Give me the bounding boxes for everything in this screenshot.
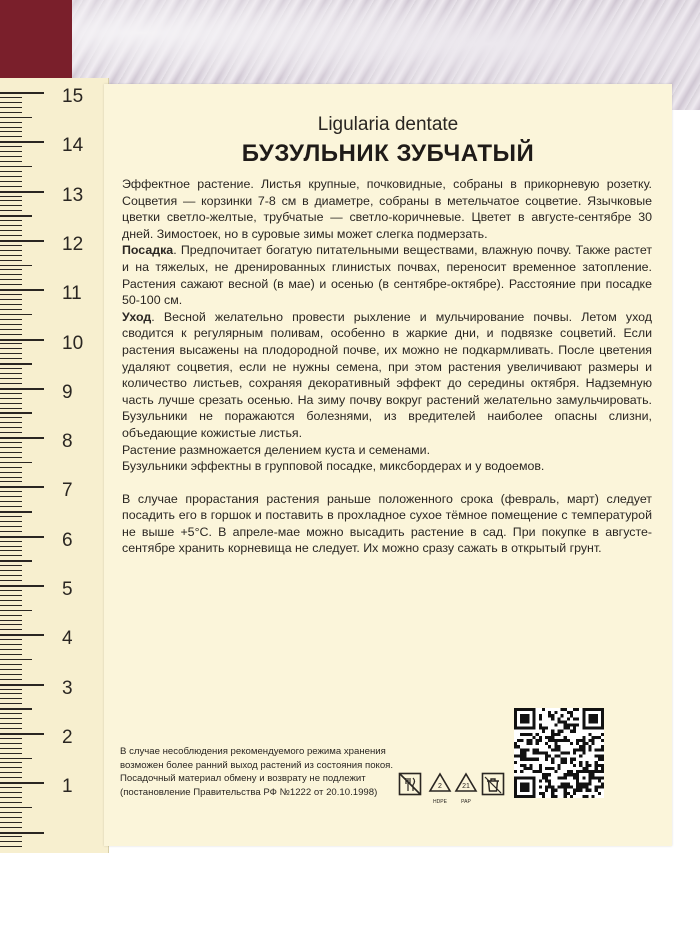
ruler-tick [0, 112, 22, 113]
ruler-tick [0, 334, 22, 335]
ruler-tick [0, 294, 22, 295]
ruler-tick [0, 832, 44, 834]
ruler-tick [0, 467, 22, 468]
ruler-tick [0, 772, 22, 773]
ruler-tick [0, 511, 32, 513]
ruler-tick [0, 792, 22, 793]
ruler-tick [0, 748, 22, 749]
ruler-tick [0, 674, 22, 675]
ruler-tick [0, 92, 44, 94]
ruler-tick [0, 575, 22, 576]
ruler-tick [0, 368, 22, 369]
storage-notice [120, 745, 420, 799]
ruler-tick [0, 348, 22, 349]
ruler-tick [0, 521, 22, 522]
ruler-number: 11 [62, 283, 82, 305]
ruler-tick [0, 555, 22, 556]
ruler-tick [0, 358, 22, 359]
ruler-number: 14 [62, 135, 84, 157]
ruler-number: 3 [62, 677, 73, 699]
dispose-in-bin-icon [481, 772, 505, 801]
ruler-tick [0, 836, 22, 837]
ruler-number: 2 [62, 726, 73, 748]
ruler-tick [0, 762, 22, 763]
ruler-tick [0, 698, 22, 699]
ruler-tick [0, 679, 22, 680]
ruler-tick [0, 624, 22, 625]
ruler-tick [0, 841, 22, 842]
ruler-number: 12 [62, 233, 84, 255]
ruler-tick [0, 817, 22, 818]
ruler-tick [0, 590, 22, 591]
ruler-tick [0, 580, 22, 581]
ruler-tick [0, 718, 22, 719]
ruler-tick [0, 595, 22, 596]
hdpe-label: HDPE [433, 799, 447, 805]
ruler-tick [0, 314, 32, 316]
ruler-tick [0, 274, 22, 275]
ruler-tick [0, 620, 22, 621]
ruler-tick [0, 644, 22, 645]
ruler-tick [0, 309, 22, 310]
ruler-tick [0, 481, 22, 482]
ruler-tick [0, 289, 44, 291]
ruler-tick [0, 279, 22, 280]
ruler-tick [0, 767, 22, 768]
ruler-tick [0, 526, 22, 527]
ruler-tick [0, 102, 22, 103]
ruler-tick [0, 536, 44, 538]
ruler-tick [0, 353, 22, 354]
card-body [122, 176, 652, 557]
ruler-tick [0, 565, 22, 566]
ruler-tick [0, 166, 32, 168]
ruler-tick [0, 812, 22, 813]
ruler-tick [0, 782, 44, 784]
pap-label: PAP [461, 799, 471, 805]
ruler-tick [0, 491, 22, 492]
ruler-tick [0, 827, 22, 828]
ruler-tick [0, 412, 32, 414]
ruler-tick [0, 215, 32, 217]
ruler-tick [0, 417, 22, 418]
ruler-tick [0, 684, 44, 686]
ruler-tick [0, 210, 22, 211]
ruler-tick [0, 546, 22, 547]
ruler-tick [0, 127, 22, 128]
ruler-tick [0, 531, 22, 532]
care-paragraph [122, 309, 652, 442]
ruler-tick [0, 269, 22, 270]
ruler-tick [0, 797, 22, 798]
ruler-tick [0, 753, 22, 754]
ruler-tick [0, 432, 22, 433]
ruler-tick [0, 156, 22, 157]
ruler-tick [0, 363, 32, 365]
ruler-number: 8 [62, 431, 73, 453]
storage-paragraph: В случае прорастания растения раньше положенного срока (февраль, март) следует посадить его в горшок и поставить в прохладное сухое тёмное помещение с температурой не выше +5°С. В апреле-мае можно высадить растение в сад. При покупке в августе-сентябре хранить корневища не следует. Их можно сразу сажать в открытый грунт. [122, 491, 652, 556]
ruler-tick [0, 422, 22, 423]
ruler-tick [0, 802, 22, 803]
ruler [0, 78, 109, 853]
ruler-tick [0, 250, 22, 251]
care-label: Уход [122, 309, 152, 324]
ruler-tick [0, 738, 22, 739]
page-title: БУЗУЛЬНИК ЗУБЧАТЫЙ [241, 140, 535, 167]
ruler-tick [0, 570, 22, 571]
ruler-tick [0, 669, 22, 670]
ruler-tick [0, 777, 22, 778]
ruler-tick [0, 393, 22, 394]
ruler-number: 10 [62, 332, 84, 354]
ruler-tick [0, 383, 22, 384]
planting-label: Посадка [122, 243, 174, 258]
ruler-tick [0, 472, 22, 473]
ruler-number: 4 [62, 628, 73, 650]
ruler-number: 1 [62, 776, 73, 798]
ruler-tick [0, 141, 44, 143]
ruler-tick [0, 457, 22, 458]
latin-name: Ligularia dentate [317, 114, 459, 135]
qr-code [514, 708, 604, 798]
notice-line: возможен более ранний выход растений из состояния покоя. [120, 759, 394, 771]
ruler-tick [0, 339, 44, 341]
no-food-icon [398, 772, 422, 801]
ruler-tick [0, 304, 22, 305]
ruler-tick [0, 550, 22, 551]
propagation-paragraph: Растение размножается делением куста и семенами. [122, 442, 431, 457]
ruler-tick [0, 807, 32, 809]
ruler-tick [0, 388, 44, 390]
ruler-tick [0, 378, 22, 379]
ruler-tick [0, 171, 22, 172]
ruler-tick [0, 343, 22, 344]
ruler-tick [0, 600, 22, 601]
ruler-tick [0, 629, 22, 630]
pap-recycle-icon [454, 772, 478, 805]
ruler-tick [0, 516, 22, 517]
ruler-tick [0, 501, 22, 502]
ruler-tick [0, 235, 22, 236]
ruler-tick [0, 255, 22, 256]
ruler-tick [0, 610, 32, 612]
ruler-number: 13 [62, 184, 84, 206]
ruler-number: 6 [62, 529, 73, 551]
ruler-number: 9 [62, 381, 73, 403]
ruler-tick [0, 373, 22, 374]
ruler-tick [0, 427, 22, 428]
ruler-tick [0, 477, 22, 478]
ruler-tick [0, 200, 22, 201]
ruler-tick [0, 191, 44, 193]
ruler-tick [0, 615, 22, 616]
ruler-tick [0, 649, 22, 650]
ruler-tick [0, 181, 22, 182]
planting-paragraph [122, 242, 652, 308]
ruler-tick [0, 437, 44, 439]
ruler-tick [0, 787, 22, 788]
ruler-tick [0, 693, 22, 694]
ruler-number: 15 [62, 86, 84, 107]
ruler-tick [0, 230, 22, 231]
description-paragraph: Эффектное растение. Листья крупные, почковидные, собраны в прикорневую розетку. Соцветия — корзинки 7-8 см в диаметре, собраны в метельчатое соцветие. Язычковые цветки светло-желтые, трубчатые — светло-коричневые. Цветет в августе-сентябре 30 дней. Зимостоек, но в суровые зимы может слегка подмерзать. [122, 177, 652, 241]
ruler-tick [0, 541, 22, 542]
ruler-tick [0, 284, 22, 285]
ruler-number: 5 [62, 579, 73, 600]
ruler-tick [0, 462, 32, 464]
ruler-tick [0, 758, 32, 760]
ruler-tick [0, 245, 22, 246]
ruler-tick [0, 329, 22, 330]
ruler-tick [0, 176, 22, 177]
ruler-tick [0, 822, 22, 823]
ruler-tick [0, 205, 22, 206]
hdpe-recycle-icon [428, 772, 452, 805]
ruler-tick [0, 703, 22, 704]
ruler-tick [0, 605, 22, 606]
ruler-tick [0, 220, 22, 221]
ruler-tick [0, 319, 22, 320]
ruler-tick [0, 639, 22, 640]
ruler-tick [0, 728, 22, 729]
notice-line: Посадочный материал обмену и возврату не подлежит [120, 773, 366, 785]
ruler-tick [0, 496, 22, 497]
ruler-number: 7 [62, 480, 73, 502]
ruler-tick [0, 131, 22, 132]
ruler-tick [0, 486, 44, 488]
ruler-tick [0, 689, 22, 690]
ruler-tick [0, 664, 22, 665]
ruler-tick [0, 299, 22, 300]
ruler-tick [0, 713, 22, 714]
ruler-tick [0, 442, 22, 443]
pap-number: 21 [462, 783, 470, 790]
planting-text: . Предпочитает богатую питательными веществами, влажную почву. Также растет и на тяжелых, не дренированных глинистых почвах, переносит временное затопление. Растения сажают весной (в мае) и осенью (в сентябре-октябре). Расстояние при посадке 50-100 см. [122, 243, 652, 308]
ruler-tick [0, 324, 22, 325]
ruler-tick [0, 107, 22, 108]
usage-paragraph: Бузульники эффектны в групповой посадке, миксбордерах и у водоемов. [122, 459, 545, 474]
ruler-tick [0, 408, 22, 409]
ruler-tick [0, 585, 44, 587]
hdpe-number: 2 [438, 783, 442, 790]
seed-card [104, 84, 672, 846]
ruler-tick [0, 117, 32, 119]
ruler-tick [0, 398, 22, 399]
ruler-tick [0, 260, 22, 261]
ruler-tick [0, 403, 22, 404]
ruler-tick [0, 196, 22, 197]
ruler-tick [0, 136, 22, 137]
ruler-tick [0, 506, 22, 507]
ruler-tick [0, 723, 22, 724]
ruler-tick [0, 560, 32, 562]
ruler-tick [0, 151, 22, 152]
ruler-tick [0, 265, 32, 267]
ruler-tick [0, 634, 44, 636]
ruler-tick [0, 240, 44, 242]
ruler-tick [0, 733, 44, 735]
ruler-tick [0, 146, 22, 147]
ruler-tick [0, 452, 22, 453]
ruler-tick [0, 161, 22, 162]
care-text: . Весной желательно провести рыхление и мульчирование почвы. Летом уход сводится к регулярным поливам, особенно в жаркие дни, и подвязке соцветий. Если растения высажены на плодородной почве, их можно не подкармливать. После цветения удаляют соцветия, если не нужны семена, при этом растения увеличивают размеры и количество листьев, сохраняя декоративный эффект до середины октября. Надземную часть лучше срезать осенью. На зиму почву вокруг растений желательно замульчировать. Бузульники не поражаются болезнями, из вредителей наиболее опасны слизни, объедающие кожистые листья. [122, 309, 652, 440]
ruler-tick [0, 122, 22, 123]
ruler-tick [0, 708, 32, 710]
ruler-tick [0, 447, 22, 448]
ruler-tick [0, 654, 22, 655]
ruler-tick [0, 225, 22, 226]
ruler-tick [0, 743, 22, 744]
ruler-tick [0, 659, 32, 661]
ruler-tick [0, 846, 22, 847]
ruler-tick [0, 186, 22, 187]
ruler-tick [0, 97, 22, 98]
notice-line: (постановление Правительства РФ №1222 от 20.10.1998) [120, 786, 378, 798]
notice-line: В случае несоблюдения рекомендуемого режима хранения [120, 746, 386, 757]
